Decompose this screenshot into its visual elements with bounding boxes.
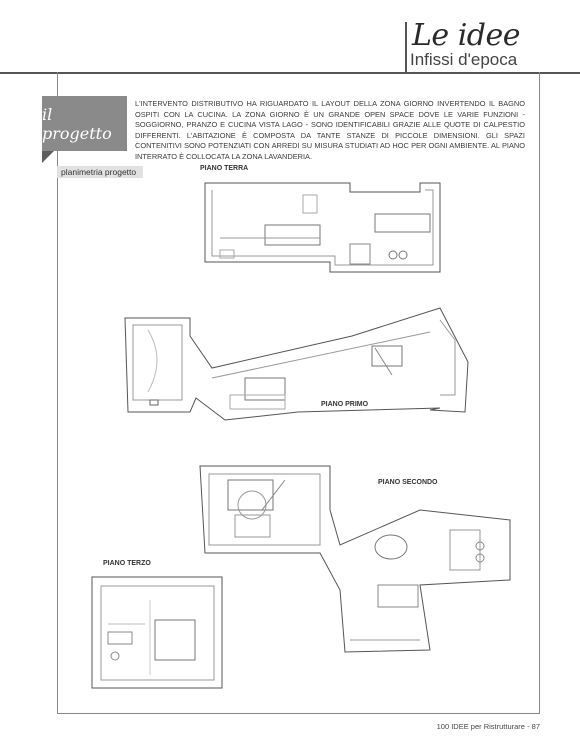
plan-caption: planimetria progetto <box>57 166 143 178</box>
floor-label-secondo: PIANO SECONDO <box>378 479 438 486</box>
plan-piano-terra <box>205 183 440 272</box>
plan-piano-secondo <box>200 466 510 652</box>
intro-paragraph: L'INTERVENTO DISTRIBUTIVO HA RIGUARDATO IL LAYOUT DELLA ZONA GIORNO INVERTENDO IL BAGNO OSPITI CON LA CUCINA. LA ZONA GIORNO È UN GRANDE OPEN SPACE DOVE LE VARIE FUNZIONI - SOGGIORNO, PRANZO E CUCINA VISTA LAGO - SONO IDENTIFICABILI GRAZIE ALLE QUOTE DI CALPESTIO DIFFERENTI. L'ABITAZIONE È COMPOSTA DA TANTE STANZE DI PICCOLE DIMENSIONI. GLI SPAZI CONTENITIVI SONO POTENZIATI CON ARREDI SU MISURA STUDIATI AD HOC PER OGNI AMBIENTE. AL PIANO INTERRATO È COLLOCATA LA ZONA LAVANDERIA. <box>135 99 525 161</box>
floor-label-primo: PIANO PRIMO <box>321 401 369 408</box>
section-subtitle: Infissi d'epoca <box>410 50 518 69</box>
plan-piano-terzo <box>92 577 222 688</box>
page-folio: 100 IDEE per Ristrutturare - 87 <box>436 722 540 731</box>
plan-piano-primo <box>125 308 468 420</box>
project-tag: il progetto <box>42 96 127 151</box>
section-title: Le idee <box>412 18 521 53</box>
floor-label-terzo: PIANO TERZO <box>103 560 151 567</box>
floor-label-terra: PIANO TERRA <box>200 165 249 172</box>
